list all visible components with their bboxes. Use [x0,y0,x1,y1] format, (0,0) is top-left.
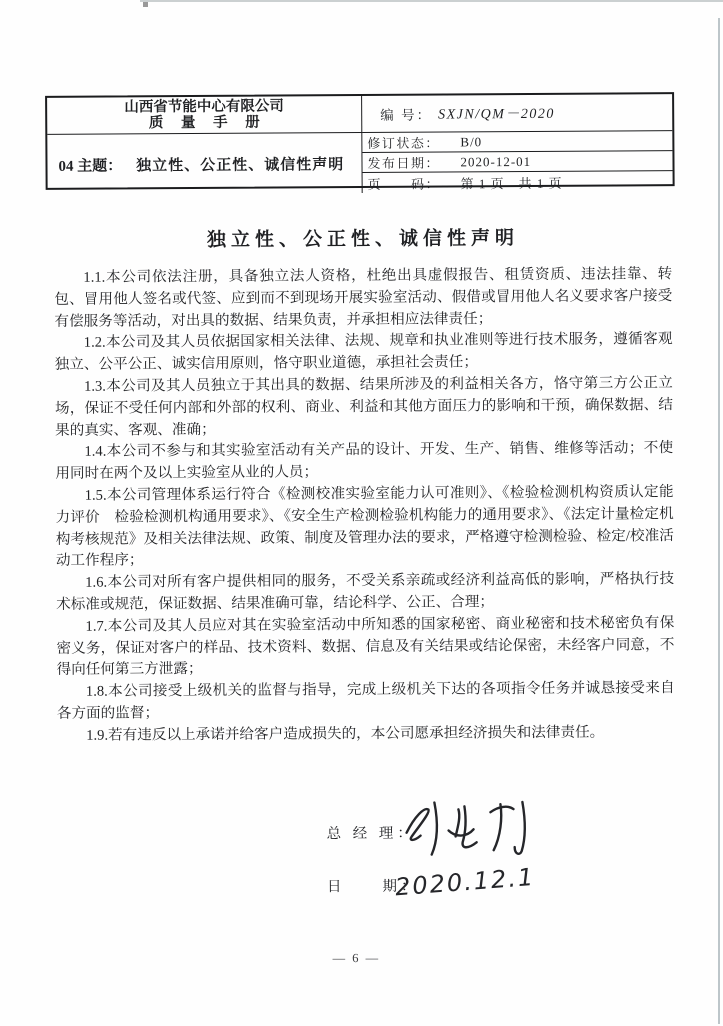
clause-1-1: 1.1.本公司依法注册，具备独立法人资格，杜绝出具虚假报告、租赁资质、违法挂靠、转包、冒用他人签名或代签、应到而不到现场开展实验室活动、假借或冒用他人名义要求客户接受有偿服务等活动，对出具的数据、结果负责，并承担相应法律责任； [54,266,673,330]
clause-1-2: 1.2.本公司及其人员依据国家相关法律、法规、规章和执业准则等进行技术服务，遵循客观独立、公平公正、诚实信用原则，恪守职业道德，承担社会责任； [54,331,673,374]
revision-label: 修订状态： [367,135,440,151]
clause-1-3: 1.3.本公司及其人员独立于其出具的数据、结果所涉及的利益相关各方，恪守第三方公正立场，保证不受任何内部和外部的权利、商业、利益和其他方面压力的影响和干预，确保数据、结果的真实、客观、准确； [54,375,674,439]
clause-1-9: 1.9.若有违反以上承诺并给客户造成损失的，本公司愿承担经济损失和法律责任。 [86,724,605,744]
section-cell [47,133,362,195]
date-label: 日 期： [326,878,420,896]
revision-value: B/0 [460,133,483,149]
manual-title: 质 量 手 册 [148,114,267,132]
page-code-value: 第 1 页 共 1 页 [460,175,563,191]
date-handwriting-text: 2020.12.1 [394,862,537,902]
doc-number-value: SXJN/QM－2020 [438,106,555,123]
page-code-label: 页 码： [367,176,441,192]
company-name: 山西省节能中心有限公司 [124,97,284,115]
manager-signature-handwriting [398,794,538,865]
date-handwriting [391,857,561,904]
company-manual-cell [47,96,362,135]
page-code-row [363,171,673,193]
issue-date-value: 2020-12-01 [460,153,532,169]
footer-page-number: — 6 — [332,950,381,966]
doc-number-label: 编 号： [380,107,433,123]
revision-row [362,131,672,153]
issue-date-row [362,151,672,173]
clause-1-8: 1.8.本公司接受上级机关的监督与指导，完成上级机关下达的各项指令任务并诚恳接受来自各方面的监督； [56,680,675,722]
meta-rows-cell [362,131,672,193]
clause-1-5: 1.5.本公司管理体系运行符合《检测校准实验室能力认可准则》、《检验检测机构资质认定能力评价 检验检测机构通用要求》、《安全生产检测检验机构能力的通用要求》、《法定计量检定机构考核规范》及相关法律法规、政策、制度及管理办法的要求，严格遵守检测检验、检定/校准活动工作程序； [55,484,674,570]
document-body [54,222,675,747]
clause-1-6: 1.6.本公司对所有客户提供相同的服务，不受关系亲疏或经济利益高低的影响，严格执行技术标准或规范，保证数据、结果准确可靠，结论科学、公正、合理； [56,571,675,613]
clause-1-7: 1.7.本公司及其人员应对其在实验室活动中所知悉的国家秘密、商业秘密和技术秘密负有保密义务，保证对客户的样品、技术资料、数据、信息及有关结果或结论保密，未经客户同意，不得向任何第三方泄露； [56,614,675,679]
clause-1-4: 1.4.本公司不参与和其实验室活动有关产品的设计、开发、生产、销售、维修等活动；不使用同时在两个及以上实验室从业的人员； [55,440,674,483]
document-title: 独立性、公正性、诚信性声明 [206,228,520,251]
section-label: 04 主题： [58,157,123,175]
general-manager-label: 总 经 理： [326,825,416,843]
header-table [45,92,675,190]
doc-number-cell [362,94,672,133]
section-title: 独立性、公正性、诚信性声明 [136,156,345,174]
issue-date-label: 发布日期： [367,155,441,171]
